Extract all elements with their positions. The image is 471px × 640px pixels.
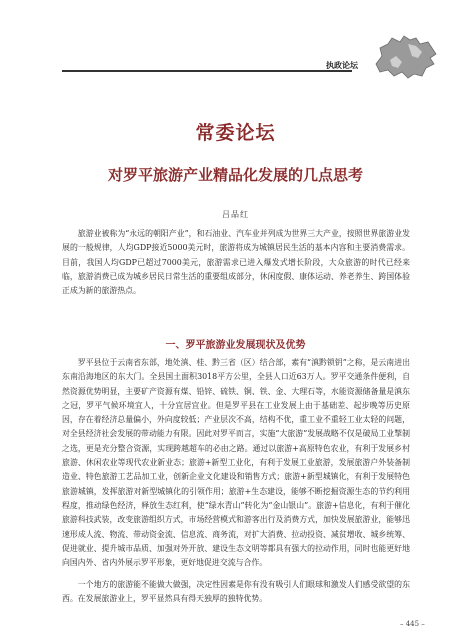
column-label: 执政论坛: [326, 61, 358, 70]
page-number: – 445 –: [400, 620, 425, 628]
author-name: 吕品红: [222, 210, 249, 219]
header-rule: [62, 70, 352, 72]
body-paragraph-2: 一个地方的旅游能不能做大做强，决定性因素是你有没有吸引人们眼球和激发人们感受欲望的东西。在发展旅游业上，罗平显然具有得天独厚的独特优势。: [62, 580, 410, 604]
body-paragraph: 罗平县位于云南省东部，地处滇、桂、黔三省（区）结合部，素有“滇黔锁钥”之称，是云南进出东南沿海地区的东大门。全县国土面积3018平方公里，全县人口近63万人。罗平交通条件便利，自然资源优势明显，主要矿产资源有煤、铅锌、硫铁、铜、铁、金、大理石等，水能资源储备量是滇东之冠，罗平气候环境宜人，十分宜居宜业。但是罗平县在工业发展上由于基础差、起步晚等历史原因，存在着经济总量偏小，外向度较低；产业层次不高，结构不优，重工业不重轻工业太轻的问题，对全县经济社会发展的带动能力有限。因此对罗平而言，实施“大旅游”发展战略不仅是破局工业掣制之选，更是充分整合资源，实现跨越超车的必由之路。通过以旅游+高原特色农业，有利于发展乡村旅游、休闲农业等现代农业新业态；旅游+新型工业化，有利于发展工业旅游，发展旅游户外装备制造业、特色旅游工艺品加工业，创新企业文化建设和销售方式；旅游+新型城镇化，有利于发展特色旅游城镇，发挥旅游对新型城镇化的引领作用；旅游+生态建设，能够不断挖掘资源生态的节约利用程度，推动绿色经济，释放生态红利，使“绿水青山”转化为“金山银山”。旅游+信息化，有利于催化旅游科技武装，改变旅游组织方式，市场经营模式和游客出行及消费方式，加快发展旅游业，能够迅速形成人流、物流、带动资金流、信息流、商务流，对扩大消费、拉动投资、减贫增收、城乡统筹、促进就业、提升城市品质、加强对外开放、建设生态文明等都具有强大的拉动作用，同时也能更好地向国内外、省内外展示罗平形象，更好地促进交流与合作。: [62, 358, 410, 568]
section-title: 常委论坛: [195, 122, 276, 144]
intro-paragraph: 旅游业被称为“永远的朝阳产业”，和石油业、汽车业并列成为世界三大产业，按照世界旅游业发展的一般规律，人均GDP接近5000美元时，旅游将成为城镇居民生活的基本内容和主要消费需求。目前，我国人均GDP已超过7000美元，旅游需求已进入爆发式增长阶段，大众旅游的时代已经来临，旅游消费已成为城乡居民日常生活的重要组成部分，休闲度假、康体运动、养老养生、跨国体验正成为新的旅游热点。: [62, 229, 410, 296]
article-title: 对罗平旅游产业精品化发展的几点思考: [107, 166, 363, 184]
section-heading: 一、罗平旅游业发展现状及优势: [165, 340, 306, 351]
province-map-icon: [372, 34, 438, 80]
